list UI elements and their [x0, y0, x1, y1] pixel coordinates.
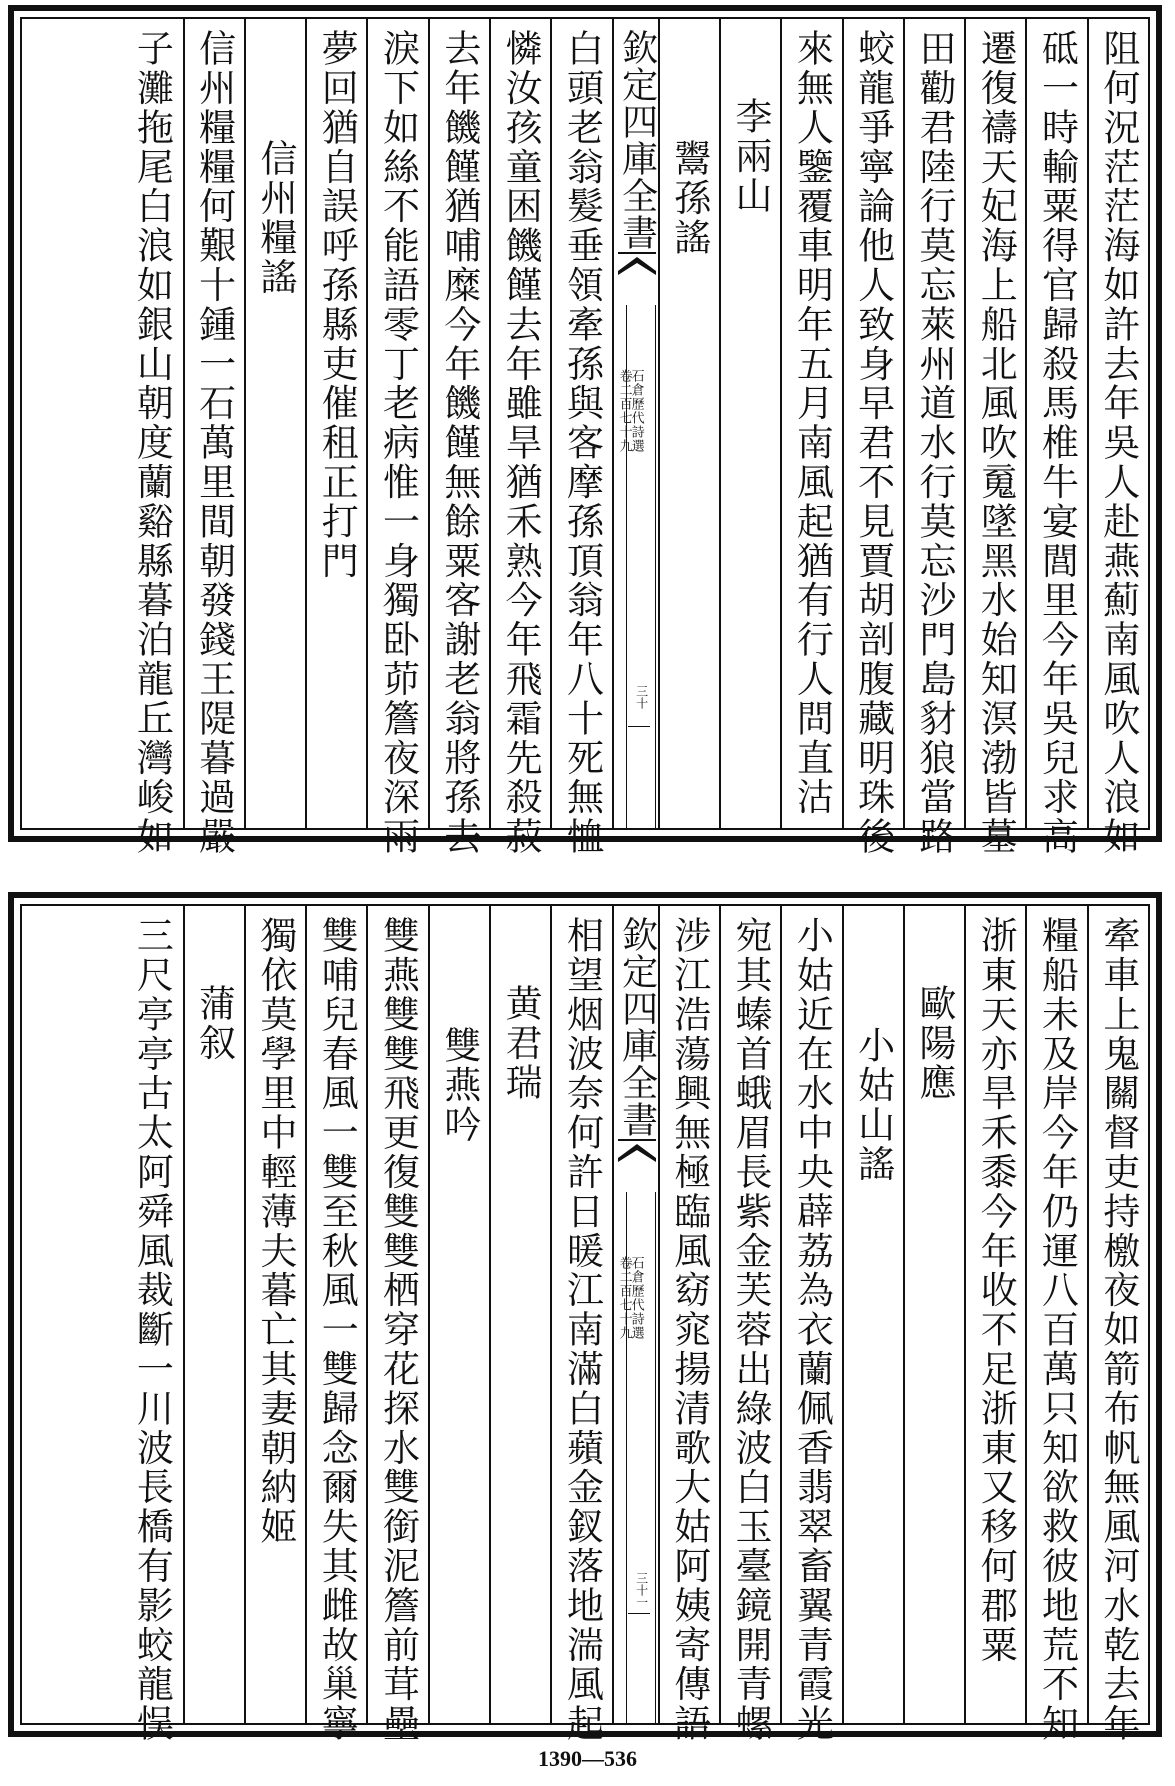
text-column [489, 19, 550, 857]
text-column [1087, 906, 1148, 1744]
volume-number: 卷二百七十九 [616, 369, 632, 453]
column-text: 淚下如絲不能語零丁老病惟一身獨卧茆簷夜深雨 [376, 29, 420, 857]
column-text: 蛟龍爭寧論他人致身早君不見賈胡剖腹藏明珠後 [851, 29, 895, 857]
poem-title [244, 19, 305, 828]
column-text: 糧船未及岸今年仍運八百萬只知欲救彼地荒不知 [1035, 916, 1079, 1744]
fold-line [655, 305, 656, 828]
text-column [1025, 906, 1086, 1744]
leaf-number: 三十 [634, 685, 649, 709]
center-fold [612, 906, 658, 1723]
column-text: 白頭老翁髮垂領牽孫與客摩孫頂翁年八十死無恤 [560, 29, 604, 857]
text-column [244, 906, 305, 1723]
title-text: 雙燕吟 [437, 1026, 481, 1145]
text-column [964, 19, 1025, 857]
text-column [121, 906, 182, 1744]
text-column [366, 906, 427, 1744]
text-column [1087, 19, 1148, 857]
text-column [842, 19, 903, 857]
text-column [719, 906, 780, 1744]
column-text: 獨依莫學里中輕薄夫暮亡其妻朝納姬 [253, 916, 297, 1547]
column-text: 浙東天亦旱禾黍今年收不足浙東又移何郡粟 [974, 916, 1018, 1665]
text-column [550, 906, 611, 1744]
column-text: 阻何況茫茫海如許去年吳人赴燕薊南風吹人浪如 [1096, 29, 1140, 857]
text-column [305, 906, 366, 1744]
text-column [305, 19, 366, 828]
text-column [121, 19, 182, 857]
column-text: 砥一時輸粟得官歸殺馬椎牛宴閭里今年吳兒求高 [1035, 29, 1079, 857]
title-text: 信州糧謠 [253, 139, 297, 297]
volume-number: 卷二百七十九 [616, 1256, 632, 1340]
poem-author [489, 906, 550, 1723]
text-column [964, 906, 1025, 1723]
book-name: 欽定四庫全書 [616, 29, 658, 251]
center-fold [612, 19, 658, 828]
text-column [183, 19, 244, 857]
column-text: 牽車上鬼關督吏持檄夜如箭布帆無風河水乾去年 [1096, 916, 1140, 1744]
fish-tail-mark-icon [618, 251, 656, 291]
column-text: 宛其螓首蛾眉長紫金芙蓉出綠波白玉臺鏡開青螺 [729, 916, 773, 1744]
author-text: 李兩山 [729, 97, 773, 216]
text-column [903, 19, 964, 857]
poem-title [658, 19, 719, 828]
leaf-rule [628, 1613, 650, 1614]
series-title: 石倉歷代詩選 [628, 1256, 644, 1340]
fish-tail-mark-icon [618, 1138, 656, 1178]
text-column [1025, 19, 1086, 857]
column-text: 三尺亭亭古太阿舜風裁斷一川波長橋有影蛟龍悮 [130, 916, 174, 1744]
column-text: 夢回猶自誤呼孫縣吏催租正打門 [315, 29, 359, 581]
page-footer-number: 1390—536 [538, 1746, 637, 1771]
column-text: 去年饑饉猶哺糜今年饑饉無餘粟客謝老翁將孫去 [437, 29, 481, 857]
author-text: 黄君瑞 [499, 984, 543, 1103]
text-column [550, 19, 611, 857]
column-text: 來無人鑒覆車明年五月南風起猶有行人問直沽 [790, 29, 834, 817]
page-bottom-text-area [20, 904, 1150, 1744]
text-column [428, 19, 489, 857]
title-text: 小姑山謠 [851, 1026, 895, 1184]
text-column [366, 19, 427, 857]
series-title: 石倉歷代詩選 [628, 369, 644, 453]
poem-author [903, 906, 964, 1723]
column-text: 子灘拖尾白浪如銀山朝度蘭谿縣暮泊龍丘灣峻如 [130, 29, 174, 857]
fold-line [655, 1192, 656, 1723]
text-column [780, 906, 841, 1744]
column-text: 雙哺兒春風一雙至秋風一雙歸念爾失其雌故巢寧 [315, 916, 359, 1744]
poem-author [719, 19, 780, 828]
leaf-number: 三十一 [634, 1572, 649, 1608]
column-text: 雙燕雙雙飛更復雙雙栖穿花探水雙銜泥簷前茸壘 [376, 916, 420, 1744]
column-text: 田勸君陸行莫忘萊州道水行莫忘沙門島豺狼當路 [912, 29, 956, 857]
column-text: 涉江浩蕩興無極臨風窈窕揚清歌大姑阿姨寄傳語 [667, 916, 711, 1744]
page-bottom [8, 892, 1162, 1744]
poem-title [428, 906, 489, 1723]
author-text: 蒲叙 [192, 984, 236, 1063]
poem-title [842, 906, 903, 1723]
poem-author [183, 906, 244, 1723]
column-text: 憐汝孩童困饑饉去年雖旱猶禾熟今年飛霜先殺菽 [499, 29, 543, 857]
title-text: 鬻孫謠 [667, 139, 711, 258]
column-text: 遷復禱天妃海上船北風吹䰟墜黑水始知溟渤皆墓 [974, 29, 1018, 857]
book-name: 欽定四庫全書 [616, 916, 658, 1138]
column-text: 小姑近在水中央薜荔為衣蘭佩香翡翠畜翼青霞光 [790, 916, 834, 1744]
column-text: 信州糧糧何艱十鍾一石萬里間朝發錢王隄暮過嚴 [192, 29, 236, 857]
page-top [8, 5, 1162, 857]
text-column [658, 906, 719, 1744]
author-text: 歐陽應 [912, 984, 956, 1103]
column-text: 相望烟波奈何許日暖江南滿白蘋金釵落地湍風起 [560, 916, 604, 1744]
page-top-text-area [20, 17, 1150, 857]
text-column [780, 19, 841, 828]
leaf-rule [628, 726, 650, 727]
